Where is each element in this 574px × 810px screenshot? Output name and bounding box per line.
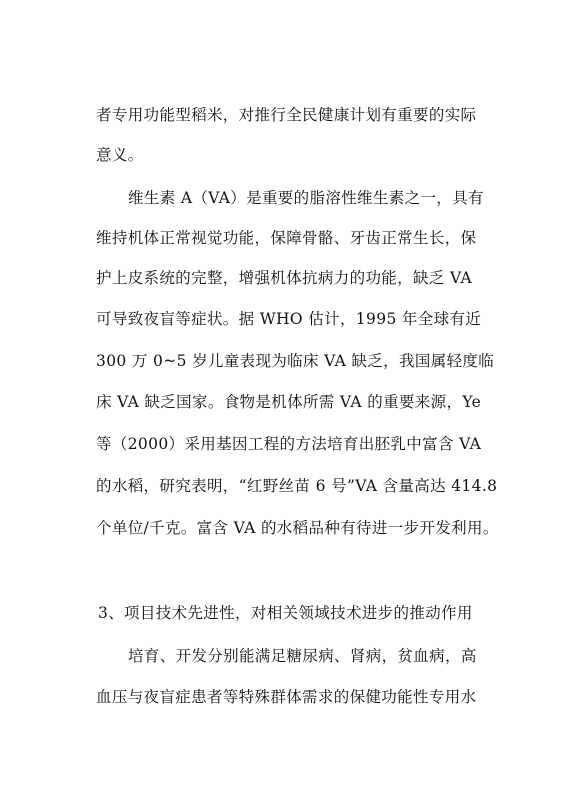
paragraph-2-line-1: 维生素 A（VA）是重要的脂溶性维生素之一，具有 bbox=[128, 189, 484, 207]
paragraph-2-line-4: 可导致夜盲等症状。据 WHO 估计，1995 年全球有近 bbox=[96, 310, 482, 328]
paragraph-3-line-1: 培育、开发分别能满足糖尿病、肾病，贫血病，高 bbox=[128, 647, 477, 665]
paragraph-2-line-2: 维持机体正常视觉功能，保障骨骼、牙齿正常生长，保 bbox=[96, 229, 477, 247]
paragraph-2-line-8: 的水稻，研究表明，“红野丝苗 6 号”VA 含量高达 414.8 bbox=[96, 477, 498, 495]
paragraph-2-line-5: 300 万 0~5 岁儿童表现为临床 VA 缺乏，我国属轻度临 bbox=[96, 352, 495, 370]
paragraph-2-line-9: 个单位/千克。富含 VA 的水稻品种有待进一步开发利用。 bbox=[96, 519, 499, 537]
paragraph-2-line-7: 等（2000）采用基因工程的方法培育出胚乳中富含 VA bbox=[96, 435, 482, 453]
paragraph-1-line-2: 意义。 bbox=[96, 146, 144, 164]
paragraph-2-line-3: 护上皮系统的完整，增强机体抗病力的功能，缺乏 VA bbox=[96, 269, 473, 287]
paragraph-1-line-1: 者专用功能型稻米，对推行全民健康计划有重要的实际 bbox=[96, 106, 477, 124]
paragraph-3-line-2: 血压与夜盲症患者等特殊群体需求的保健功能性专用水 bbox=[96, 688, 477, 706]
section-heading: 3、项目技术先进性，对相关领域技术进步的推动作用 bbox=[98, 604, 473, 622]
paragraph-2-line-6: 床 VA 缺乏国家。食物是机体所需 VA 的重要来源，Ye bbox=[96, 393, 482, 411]
